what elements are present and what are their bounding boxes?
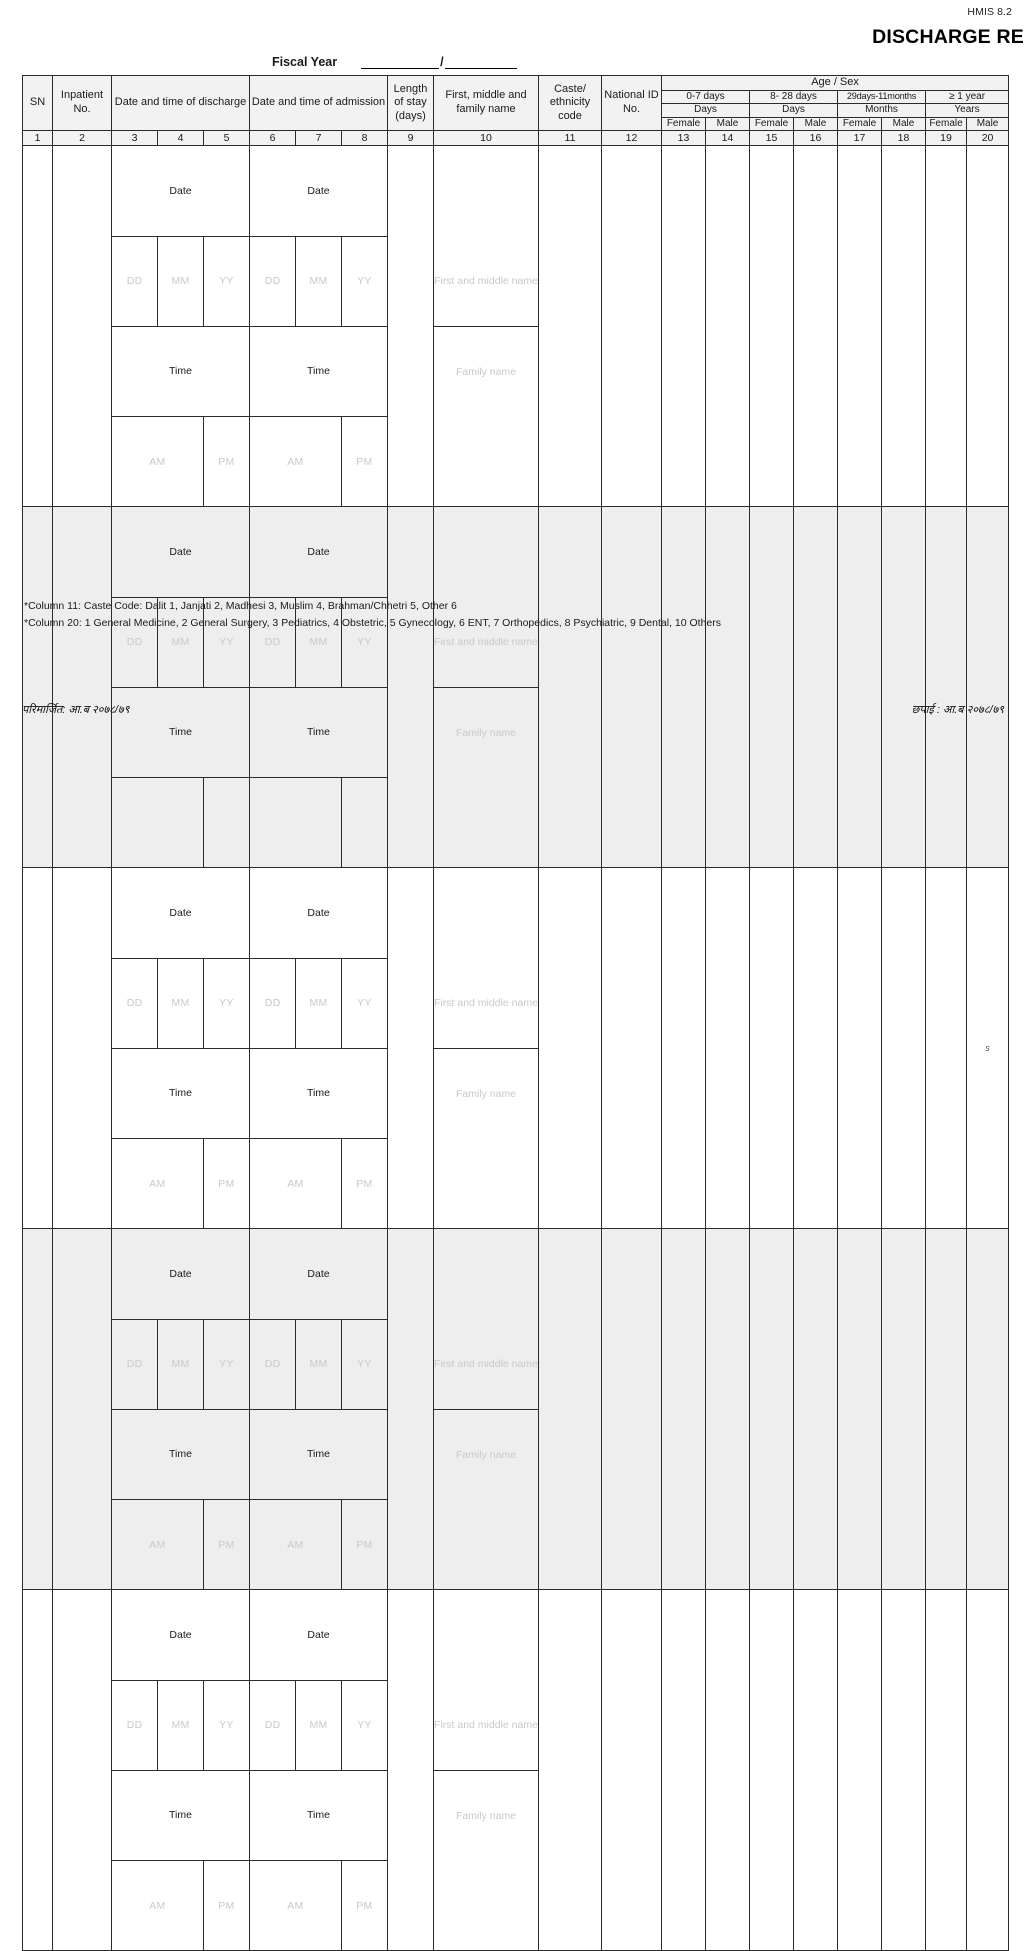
admission-month-input[interactable]: MM [296, 958, 342, 1048]
age-group-unit-0: Days [662, 104, 750, 118]
column-number-14: 14 [706, 131, 750, 146]
cell-age-sex-male-0[interactable] [706, 507, 750, 868]
cell-patient-name [434, 868, 539, 1229]
cell-discharge-datetime [112, 146, 250, 507]
table-row [23, 1590, 1009, 1951]
admission-month-input[interactable]: MM [296, 597, 342, 687]
cell-admission-datetime [250, 507, 388, 868]
cell-national-id[interactable] [602, 1229, 662, 1590]
sex-header-male-1: Male [794, 117, 838, 131]
admission-datetime-block [250, 868, 387, 1228]
cell-age-sex-male-1[interactable] [794, 1590, 838, 1951]
discharge-day-input[interactable]: DD [112, 597, 158, 687]
cell-inpatient-no[interactable] [53, 1590, 112, 1951]
cell-age-sex-male-2[interactable] [882, 1229, 926, 1590]
cell-patient-name [434, 1590, 539, 1951]
cell-sn[interactable] [23, 146, 53, 507]
admission-date-label: Date [250, 1229, 387, 1319]
cell-age-sex-female-0[interactable] [662, 1229, 706, 1590]
cell-age-sex-female-1[interactable] [750, 146, 794, 507]
admission-am-input[interactable]: AM [250, 416, 341, 506]
cell-admission-datetime [250, 868, 388, 1229]
cell-age-sex-female-3[interactable] [926, 868, 967, 1229]
table-row [23, 1229, 1009, 1590]
hmis-version-label: HMIS 8.2 [967, 6, 1012, 18]
cell-inpatient-no[interactable] [53, 1229, 112, 1590]
admission-year-input[interactable]: YY [341, 236, 387, 326]
discharge-month-input[interactable]: MM [158, 958, 204, 1048]
admission-pm-input[interactable]: PM [341, 416, 387, 506]
column-number-1: 1 [23, 131, 53, 146]
cell-age-sex-female-3[interactable] [926, 507, 967, 868]
cell-length-of-stay[interactable] [388, 146, 434, 507]
family-name-input[interactable]: Family name [434, 1048, 538, 1138]
first-middle-name-input[interactable]: First and middle name [434, 236, 538, 326]
family-name-input[interactable]: Family name [434, 1770, 538, 1860]
cell-age-sex-male-3[interactable] [967, 507, 1009, 868]
column-number-3: 3 [112, 131, 158, 146]
admission-time-label: Time [250, 326, 387, 416]
discharge-datetime-block [112, 507, 249, 867]
footnote-column-20: *Column 20: 1 General Medicine, 2 General Surgery, 3 Pediatrics, 4 Obstetric, 5 Gynecology, 6 ENT, 7 Orthopedics, 8 Psychiatric, 9 Dental, 10 Others [24, 616, 722, 629]
column-number-20: 20 [967, 131, 1009, 146]
cell-age-sex-female-1[interactable] [750, 1229, 794, 1590]
col-header-inpatient-no: Inpatient No. [53, 76, 112, 131]
discharge-register-table-wrapper [22, 75, 1004, 1951]
col-header-name: First, middle and family name [434, 76, 539, 131]
column-number-11: 11 [539, 131, 602, 146]
cell-age-sex-male-3[interactable] [967, 146, 1009, 507]
fiscal-year-separator: / [440, 55, 444, 69]
cell-discharge-datetime [112, 1229, 250, 1590]
revised-date-label: परिमार्जित: आ.ब २०७८/७९ [22, 704, 130, 716]
admission-year-input[interactable]: YY [341, 1680, 387, 1770]
discharge-am-input[interactable]: AM [112, 1860, 203, 1950]
sex-header-male-2: Male [882, 117, 926, 131]
discharge-month-input[interactable]: MM [158, 236, 204, 326]
cell-age-sex-male-0[interactable] [706, 1229, 750, 1590]
age-group-unit-2: Months [838, 104, 926, 118]
cell-national-id[interactable] [602, 1590, 662, 1951]
admission-year-input[interactable]: YY [341, 597, 387, 687]
cell-age-sex-male-2[interactable] [882, 1590, 926, 1951]
admission-month-input[interactable]: MM [296, 1680, 342, 1770]
admission-am-input[interactable]: AM [250, 1499, 341, 1589]
col-header-caste-code: Caste/ ethnicity code [539, 76, 602, 131]
column-number-12: 12 [602, 131, 662, 146]
cell-length-of-stay[interactable] [388, 1229, 434, 1590]
cell-length-of-stay[interactable] [388, 1590, 434, 1951]
column-number-4: 4 [158, 131, 204, 146]
admission-month-input[interactable]: MM [296, 236, 342, 326]
family-name-input[interactable]: Family name [434, 1409, 538, 1499]
admission-pm-input[interactable]: PM [341, 1499, 387, 1589]
fiscal-year-label: Fiscal Year [272, 55, 338, 69]
first-middle-name-input[interactable]: First and middle name [434, 1319, 538, 1409]
column-number-8: 8 [342, 131, 388, 146]
fiscal-year-blanks[interactable] [361, 55, 516, 69]
column-number-17: 17 [838, 131, 882, 146]
cell-discharge-datetime [112, 1590, 250, 1951]
cell-patient-name [434, 507, 539, 868]
cell-age-sex-female-0[interactable] [662, 868, 706, 1229]
cell-patient-name [434, 1229, 539, 1590]
admission-pm-input[interactable]: PM [341, 1860, 387, 1950]
cell-caste-code[interactable] [539, 507, 602, 868]
column-number-7: 7 [296, 131, 342, 146]
stray-mark: s [985, 1043, 990, 1054]
sex-header-male-3: Male [967, 117, 1009, 131]
column-number-16: 16 [794, 131, 838, 146]
cell-sn[interactable] [23, 507, 53, 868]
column-number-10: 10 [434, 131, 539, 146]
admission-time-label: Time [250, 1048, 387, 1138]
admission-day-input[interactable]: DD [250, 1680, 296, 1770]
cell-age-sex-female-2[interactable] [838, 1229, 882, 1590]
header-row-1 [23, 76, 1009, 91]
col-header-length-of-stay: Length of stay (days) [388, 76, 434, 131]
discharge-am-input[interactable]: AM [112, 1138, 203, 1228]
admission-day-input[interactable]: DD [250, 958, 296, 1048]
discharge-date-label: Date [112, 1229, 249, 1319]
printed-date-label: छपाई : आ.ब २०७८/७९ [911, 704, 1004, 716]
cell-age-sex-female-2[interactable] [838, 1590, 882, 1951]
family-name-input[interactable]: Family name [434, 326, 538, 416]
admission-am-input[interactable]: AM [250, 1860, 341, 1950]
cell-length-of-stay[interactable] [388, 868, 434, 1229]
cell-age-sex-female-3[interactable] [926, 1590, 967, 1951]
admission-date-label: Date [250, 146, 387, 236]
discharge-year-input[interactable]: YY [203, 958, 249, 1048]
footnotes [24, 598, 721, 632]
cell-sn[interactable] [23, 1229, 53, 1590]
cell-age-sex-male-3[interactable] [967, 868, 1009, 1229]
discharge-year-input[interactable]: YY [203, 1319, 249, 1409]
cell-age-sex-male-0[interactable] [706, 1590, 750, 1951]
cell-age-sex-male-1[interactable] [794, 1229, 838, 1590]
discharge-time-label: Time [112, 1048, 249, 1138]
col-header-national-id: National ID No. [602, 76, 662, 131]
admission-date-label: Date [250, 507, 387, 597]
sex-header-male-0: Male [706, 117, 750, 131]
col-header-discharge-datetime: Date and time of discharge [112, 76, 250, 131]
cell-admission-datetime [250, 1590, 388, 1951]
fiscal-year-field [272, 55, 517, 69]
cell-age-sex-female-2[interactable] [838, 868, 882, 1229]
discharge-date-label: Date [112, 146, 249, 236]
patient-name-block [434, 236, 538, 416]
cell-age-sex-male-2[interactable] [882, 868, 926, 1229]
discharge-year-input[interactable]: YY [203, 1680, 249, 1770]
table-header [23, 76, 1009, 146]
admission-day-input[interactable]: DD [250, 236, 296, 326]
discharge-month-input[interactable]: MM [158, 1680, 204, 1770]
age-group-unit-1: Days [750, 104, 838, 118]
sex-header-female-1: Female [750, 117, 794, 131]
discharge-year-input[interactable]: YY [203, 236, 249, 326]
column-number-6: 6 [250, 131, 296, 146]
cell-age-sex-male-1[interactable] [794, 507, 838, 868]
cell-caste-code[interactable] [539, 1229, 602, 1590]
cell-national-id[interactable] [602, 507, 662, 868]
discharge-pm-input[interactable]: PM [203, 1138, 249, 1228]
cell-age-sex-female-3[interactable] [926, 1229, 967, 1590]
patient-name-block [434, 1680, 538, 1860]
discharge-time-label: Time [112, 687, 249, 777]
admission-date-label: Date [250, 1590, 387, 1680]
table-row [23, 146, 1009, 507]
cell-age-sex-male-1[interactable] [794, 868, 838, 1229]
cell-age-sex-male-0[interactable] [706, 146, 750, 507]
discharge-am-input[interactable]: AM [112, 1499, 203, 1589]
admission-datetime-block [250, 146, 387, 506]
column-number-5: 5 [204, 131, 250, 146]
admission-pm-input[interactable] [341, 777, 387, 867]
sex-header-female-3: Female [926, 117, 967, 131]
age-group-range-1: 8- 28 days [750, 90, 838, 104]
column-number-row [23, 131, 1009, 146]
admission-pm-input[interactable]: PM [341, 1138, 387, 1228]
cell-sn[interactable] [23, 1590, 53, 1951]
discharge-datetime-block [112, 1229, 249, 1589]
admission-day-input[interactable]: DD [250, 1319, 296, 1409]
discharge-month-input[interactable]: MM [158, 597, 204, 687]
cell-age-sex-male-0[interactable] [706, 868, 750, 1229]
first-middle-name-input[interactable]: First and middle name [434, 1680, 538, 1770]
cell-age-sex-female-0[interactable] [662, 146, 706, 507]
admission-datetime-block [250, 1229, 387, 1589]
admission-date-label: Date [250, 868, 387, 958]
table-row [23, 507, 1009, 868]
discharge-year-input[interactable]: YY [203, 597, 249, 687]
column-number-19: 19 [926, 131, 967, 146]
discharge-date-label: Date [112, 868, 249, 958]
admission-datetime-block [250, 507, 387, 867]
table-body [23, 146, 1009, 1951]
discharge-time-label: Time [112, 326, 249, 416]
admission-day-input[interactable]: DD [250, 597, 296, 687]
cell-caste-code[interactable] [539, 1590, 602, 1951]
cell-age-sex-female-3[interactable] [926, 146, 967, 507]
admission-time-label: Time [250, 687, 387, 777]
age-group-range-3: ≥ 1 year [926, 90, 1009, 104]
cell-caste-code[interactable] [539, 868, 602, 1229]
discharge-pm-input[interactable] [203, 777, 249, 867]
column-number-15: 15 [750, 131, 794, 146]
cell-caste-code[interactable] [539, 146, 602, 507]
cell-sn[interactable] [23, 868, 53, 1229]
column-number-13: 13 [662, 131, 706, 146]
age-group-unit-3: Years [926, 104, 1009, 118]
cell-discharge-datetime [112, 507, 250, 868]
admission-year-input[interactable]: YY [341, 958, 387, 1048]
patient-name-block [434, 958, 538, 1138]
discharge-pm-input[interactable]: PM [203, 416, 249, 506]
admission-am-input[interactable]: AM [250, 1138, 341, 1228]
cell-inpatient-no[interactable] [53, 507, 112, 868]
cell-inpatient-no[interactable] [53, 146, 112, 507]
cell-age-sex-female-0[interactable] [662, 1590, 706, 1951]
discharge-datetime-block [112, 1590, 249, 1950]
discharge-day-input[interactable]: DD [112, 236, 158, 326]
first-middle-name-input[interactable]: First and middle name [434, 958, 538, 1048]
discharge-register-table [22, 75, 1009, 1951]
age-group-range-2: 29days-11months [838, 90, 926, 104]
discharge-day-input[interactable]: DD [112, 1680, 158, 1770]
admission-datetime-block [250, 1590, 387, 1950]
patient-name-block [434, 1319, 538, 1499]
cell-age-sex-female-0[interactable] [662, 507, 706, 868]
cell-patient-name [434, 146, 539, 507]
fiscal-year-input-start[interactable] [361, 56, 439, 69]
column-number-18: 18 [882, 131, 926, 146]
cell-age-sex-female-1[interactable] [750, 1590, 794, 1951]
col-header-admission-datetime: Date and time of admission [250, 76, 388, 131]
discharge-day-input[interactable]: DD [112, 958, 158, 1048]
cell-age-sex-male-3[interactable] [967, 1590, 1009, 1951]
cell-age-sex-male-3[interactable] [967, 1229, 1009, 1590]
family-name-input[interactable]: Family name [434, 687, 538, 777]
discharge-am-input[interactable] [112, 777, 203, 867]
first-middle-name-input[interactable]: First and middle name [434, 597, 538, 687]
cell-length-of-stay[interactable] [388, 507, 434, 868]
discharge-pm-input[interactable]: PM [203, 1499, 249, 1589]
discharge-month-input[interactable]: MM [158, 1319, 204, 1409]
discharge-day-input[interactable]: DD [112, 1319, 158, 1409]
age-group-range-0: 0-7 days [662, 90, 750, 104]
admission-month-input[interactable]: MM [296, 1319, 342, 1409]
admission-year-input[interactable]: YY [341, 1319, 387, 1409]
discharge-datetime-block [112, 146, 249, 506]
sex-header-female-0: Female [662, 117, 706, 131]
cell-national-id[interactable] [602, 146, 662, 507]
cell-age-sex-male-2[interactable] [882, 507, 926, 868]
col-header-age-sex: Age / Sex [662, 76, 1009, 91]
admission-am-input[interactable] [250, 777, 341, 867]
col-header-sn: SN [23, 76, 53, 131]
cell-inpatient-no[interactable] [53, 868, 112, 1229]
cell-age-sex-female-1[interactable] [750, 507, 794, 868]
column-number-9: 9 [388, 131, 434, 146]
footnote-column-11: *Column 11: Caste Code: Dalit 1, Janjati 2, Madhesi 3, Muslim 4, Brahman/Chhetri 5, Other 6 [24, 600, 457, 612]
column-number-2: 2 [53, 131, 112, 146]
discharge-time-label: Time [112, 1409, 249, 1499]
admission-time-label: Time [250, 1409, 387, 1499]
page-title: DISCHARGE RE [872, 26, 1024, 48]
discharge-time-label: Time [112, 1770, 249, 1860]
cell-discharge-datetime [112, 868, 250, 1229]
discharge-date-label: Date [112, 1590, 249, 1680]
cell-age-sex-female-2[interactable] [838, 146, 882, 507]
cell-age-sex-female-2[interactable] [838, 507, 882, 868]
sex-header-female-2: Female [838, 117, 882, 131]
table-row [23, 868, 1009, 1229]
discharge-am-input[interactable]: AM [112, 416, 203, 506]
cell-age-sex-female-1[interactable] [750, 868, 794, 1229]
admission-time-label: Time [250, 1770, 387, 1860]
cell-admission-datetime [250, 1229, 388, 1590]
cell-admission-datetime [250, 146, 388, 507]
cell-age-sex-male-2[interactable] [882, 146, 926, 507]
discharge-date-label: Date [112, 507, 249, 597]
discharge-datetime-block [112, 868, 249, 1228]
cell-national-id[interactable] [602, 868, 662, 1229]
fiscal-year-input-end[interactable] [445, 56, 517, 69]
cell-age-sex-male-1[interactable] [794, 146, 838, 507]
discharge-pm-input[interactable]: PM [203, 1860, 249, 1950]
